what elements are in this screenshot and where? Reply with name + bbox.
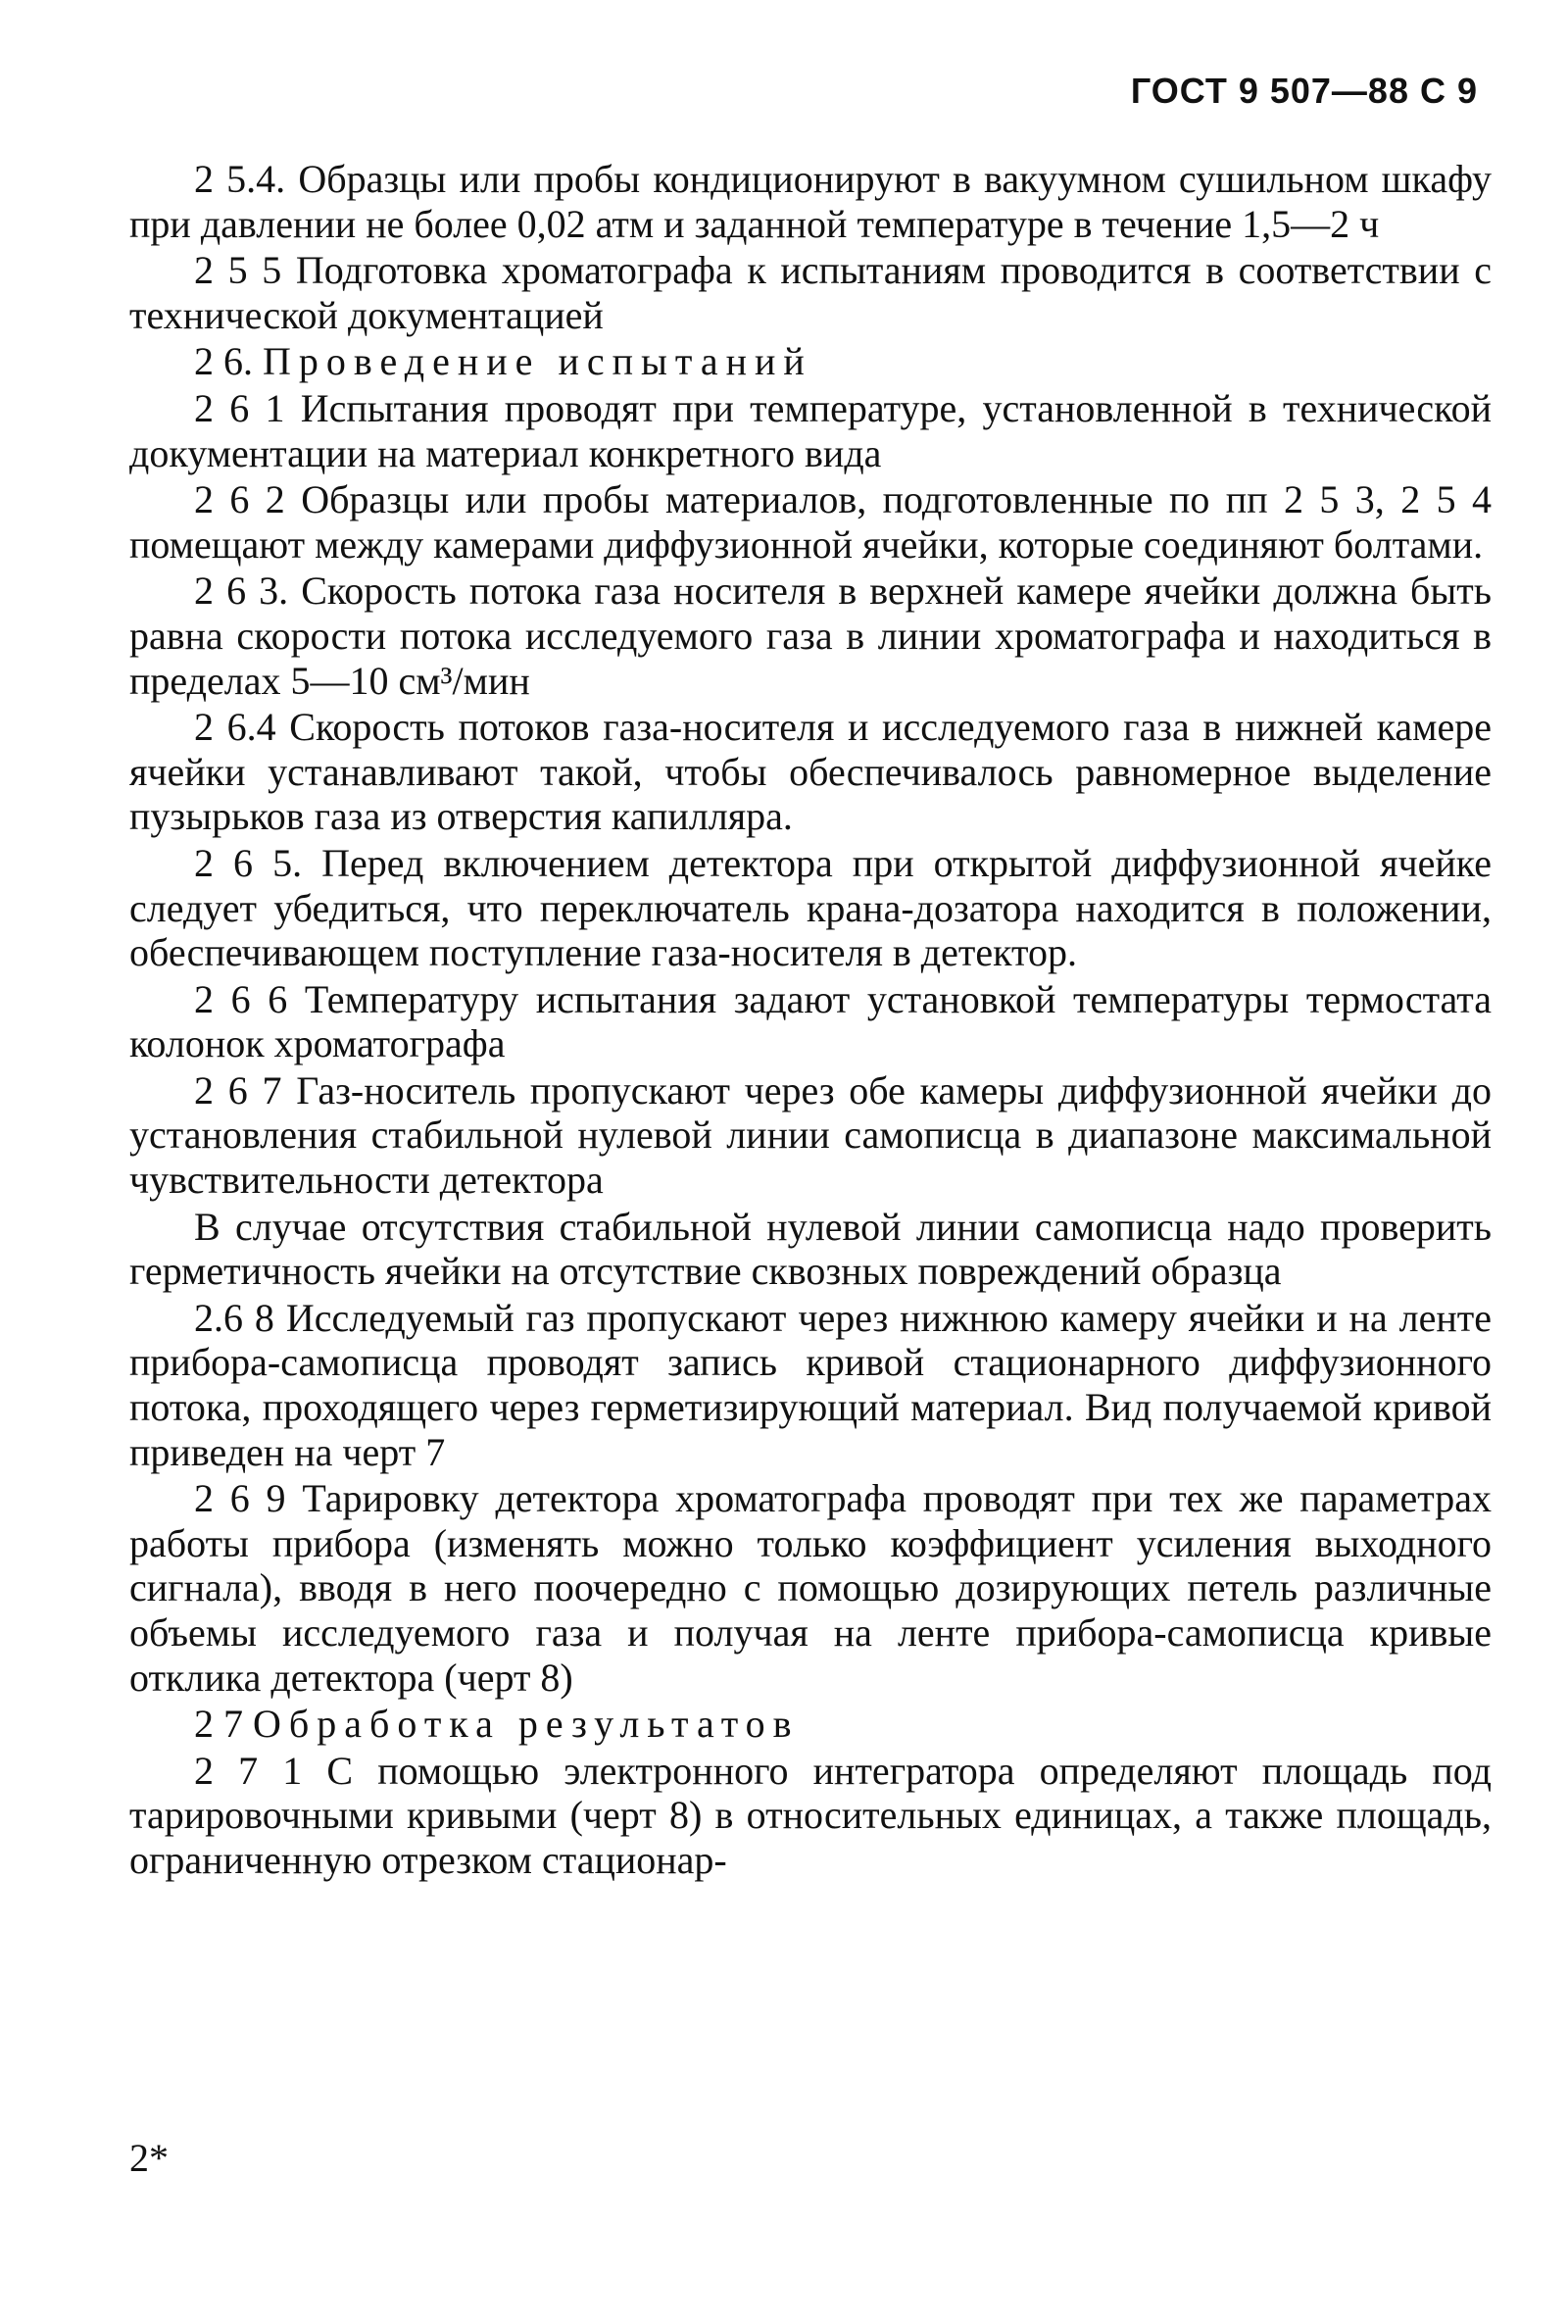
paragraph: 2 6 1 Испытания проводят при температуре, установленной в технической документации на материал конкретного вида — [129, 385, 1492, 475]
paragraph: 2 5.4. Образцы или пробы кондиционируют в вакуумном сушильном шкафу при давлении не более 0,02 атм и заданной температуре в течение 1,5—2 ч — [129, 157, 1492, 246]
section-heading — [129, 339, 1492, 384]
paragraph: 2 6 3. Скорость потока газа носителя в верхней камере ячейки должна быть равна скорости потока исследуемого газа в линии хроматографа и находиться в пределах 5—10 см³/мин — [129, 569, 1492, 703]
paragraph: 2 6.4 Скорость потоков газа-носителя и исследуемого газа в нижней камере ячейки устанавливают такой, чтобы обеспечивалось равномерное выделение пузырьков газа из отверстия капилляра. — [129, 705, 1492, 839]
paragraph: В случае отсутствия стабильной нулевой линии самописца надо проверить герметичность ячейки на отсутствие сквозных повреждений образца — [129, 1204, 1492, 1294]
section-title: Проведение испытаний — [263, 339, 812, 384]
page-header: ГОСТ 9 507—88 С 9 — [1130, 71, 1478, 111]
body-text — [129, 157, 1492, 1885]
paragraph: 2.6 8 Исследуемый газ пропускают через нижнюю камеру ячейки и на ленте прибора-самописца проводят запись кривой стационарного диффузионного потока, проходящего через герметизирующий материал. Вид получаемой кривой приведен на черт 7 — [129, 1295, 1492, 1474]
paragraph: 2 6 5. Перед включением детектора при открытой диффузионной ячейке следует убедиться, что переключатель крана-дозатора находится в положении, обеспечивающем поступление газа-носителя в детектор. — [129, 840, 1492, 975]
paragraph: 2 7 1 С помощью электронного интегратора определяют площадь под тарировочными кривыми (черт 8) в относительных единицах, а также площадь, ограниченную отрезком стационар- — [129, 1748, 1492, 1882]
paragraph: 2 6 9 Тарировку детектора хроматографа проводят при тех же параметрах работы прибора (изменять можно только коэффициент усиления выходного сигнала), вводя в него поочередно с помощью дозирующих петель различные объемы исследуемого газа и получая на ленте прибора-самописца кривые отклика детектора (черт 8) — [129, 1476, 1492, 1700]
section-number: 2 6. — [194, 339, 253, 384]
section-number: 2 7 — [194, 1702, 243, 1747]
section-title: Обработка результатов — [253, 1702, 800, 1747]
paragraph: 2 6 2 Образцы или пробы материалов, подготовленные по пп 2 5 3, 2 5 4 помещают между камерами диффузионной ячейки, которые соединяют болтами. — [129, 477, 1492, 567]
paragraph: 2 5 5 Подготовка хроматографа к испытаниям проводится в соответствии с технической документацией — [129, 248, 1492, 337]
paragraph: 2 6 6 Температуру испытания задают установкой температуры термостата колонок хроматографа — [129, 976, 1492, 1066]
paragraph: 2 6 7 Газ-носитель пропускают через обе камеры диффузионной ячейки до установления стабильной нулевой линии самописца в диапазоне максимальной чувствительности детектора — [129, 1067, 1492, 1203]
section-heading — [129, 1702, 1492, 1747]
page-footer-mark: 2* — [129, 2136, 169, 2180]
